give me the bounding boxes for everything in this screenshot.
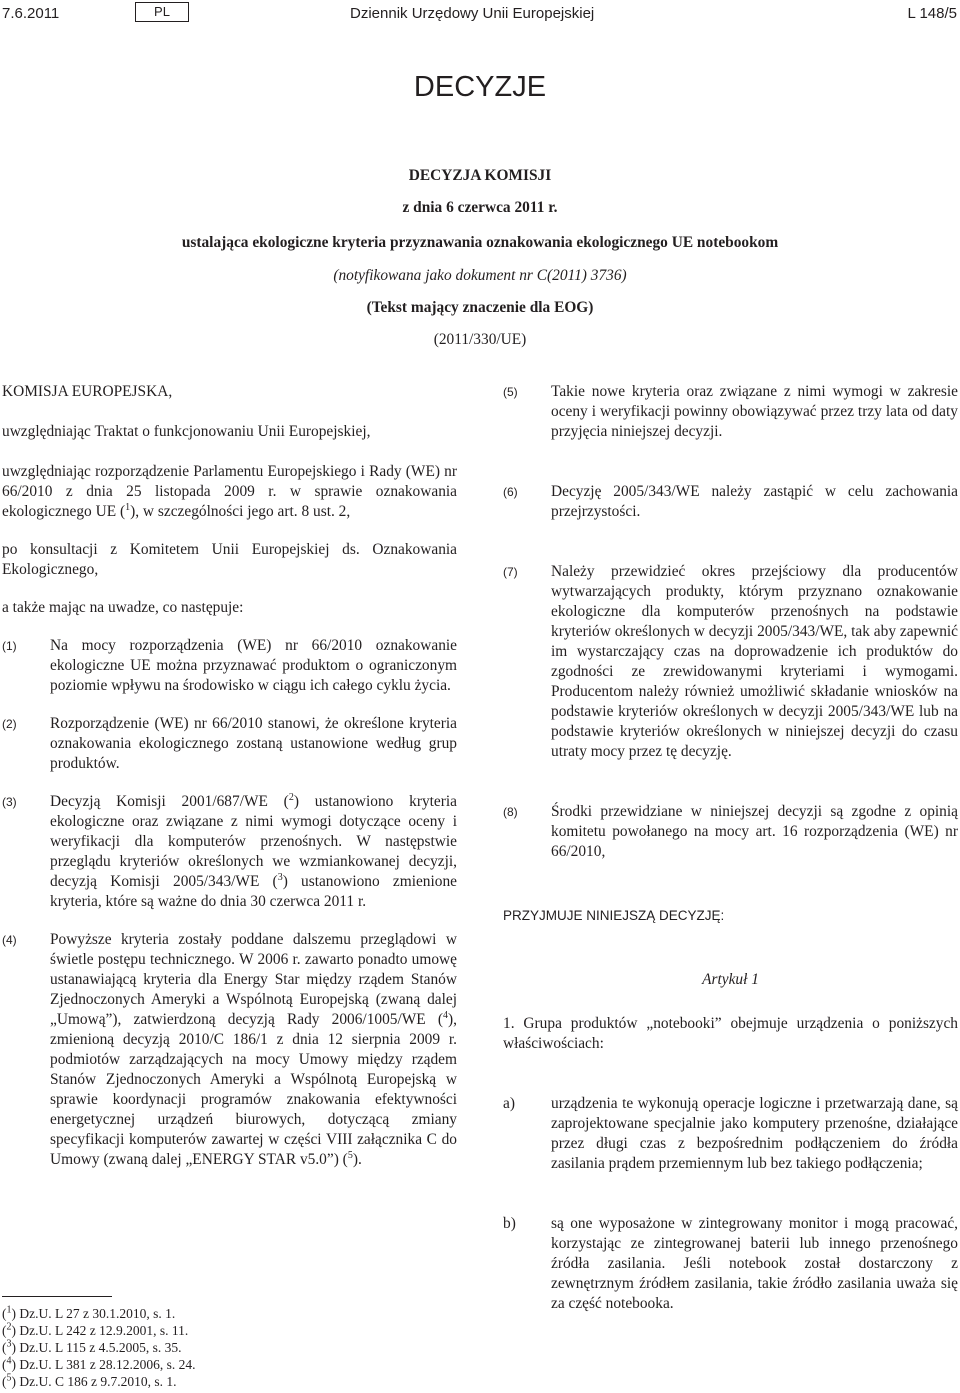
right-column: [503, 382, 958, 1314]
recital-7: (7) Należy przewidzieć okres przejściowy dla producentów wytwarzających produkty, którym przyznano oznakowanie ekologiczne dla komputerów przenośnych na podstawie kryteriów określonych w decyzji 2005/343/WE, tak aby zapewnić im wystarczający czas na doprowadzenie ich produktów do zgodności ze zrewidowanymi kryteriami i wymogami. Producentom należy również umożliwić składanie wniosków na podstawie kryteriów określonych w decyzji 2005/343/WE lub na podstawie kryteriów określonych w niniejszej decyzji do czasu utraty mocy przez tę decyzję.: [503, 563, 958, 760]
left-column: [2, 382, 457, 1170]
recital-5: (5) Takie nowe kryteria oraz związane z nimi wymogi w zakresie oceny i weryfikacji powinny obowiązywać przez trzy lata od daty przyjęcia niniejszej decyzji.: [503, 383, 958, 440]
footnote-ref: 5: [347, 1149, 353, 1161]
commission-label: KOMISJA EUROPEJSKA,: [2, 383, 173, 400]
footnote-ref: 3: [277, 871, 283, 883]
recital-4: (4) Powyższe kryteria zostały poddane dalszemu przeglądowi w świetle postępu technicznego. W 2006 r. zawarto ponadto umowę ustanawiającą kryteria dla Energy Star między rządem Stanów Zjednoczonych Ameryki a Wspólnotą Europejską (zwaną dalej „Umową”), zatwierdzoną decyzją Rady 2006/1005/WE ($^4$), zmienioną decyzją 2010/C 186/1 z dnia 12 sierpnia 2009 r. podmiotów zarządzających na mocy Umowy między rządem Stanów Zjednoczonych Ameryki a Wspólnotą Europejską w sprawie koordynacji programów znakowania efektywności energetycznej urządzeń biurowych, dotyczącą zmiany specyfikacji komputerów zawartej w części VIII załącznika C do Umowy (zwaną dalej „ENERGY STAR v5.0”) ($^5$).: [2, 931, 457, 1168]
article-heading: Artykuł 1: [702, 971, 759, 988]
article-1-paragraph-1: 1. Grupa produktów „notebooki” obejmuje urządzenia o poniższych właściwościach:: [503, 1015, 958, 1052]
point-a: a) urządzenia te wykonują operacje logiczne i przetwarzają dane, są zaprojektowane specjalnie jako komputery przenośne, działające przez długi czas z bezpośrednim podłączeniem do źródła zasilania prądem przemiennym lub bez takiego podłączenia;: [503, 1095, 958, 1172]
footnote-4: ($^4$) Dz.U. L 381 z 28.12.2006, s. 24.: [2, 1355, 196, 1372]
recital-8: (8) Środki przewidziane w niniejszej decyzji są zgodne z opinią komitetu powołanego na mocy art. 16 rozporządzenia (WE) nr 66/2010,: [503, 803, 958, 860]
decision-date: z dnia 6 czerwca 2011 r.: [402, 199, 558, 216]
recital-6: (6) Decyzję 2005/343/WE należy zastąpić w celu zachowania przejrzystości.: [503, 483, 958, 520]
footnote-5: ($^5$) Dz.U. C 186 z 9.7.2010, s. 1.: [2, 1372, 177, 1389]
recital-treaty: uwzględniając Traktat o funkcjonowaniu Unii Europejskiej,: [2, 423, 371, 440]
point-b: b) są one wyposażone w zintegrowany monitor i mogą pracować, korzystając ze zintegrowanej baterii lub innego przenośnego źródła zasilania. Jeśli notebook został dostarczony z zewnętrznym źródłem zasilania, takie źródło zasilania uważa się za część notebooka.: [503, 1215, 958, 1312]
recital-2: (2) Rozporządzenie (WE) nr 66/2010 stanowi, że określone kryteria oznakowania ekologicznego zostaną ustanowione według grup produktów.: [2, 715, 457, 772]
recital-whereas: a także mając na uwadze, co następuje:: [2, 599, 244, 616]
issue-date: 7.6.2011: [2, 5, 60, 22]
footnote-divider: [2, 1296, 112, 1297]
footnote-3: ($^3$) Dz.U. L 115 z 4.5.2005, s. 35.: [2, 1338, 182, 1355]
footnote-2: ($^2$) Dz.U. L 242 z 12.9.2001, s. 11.: [2, 1321, 189, 1338]
recital-1: (1) Na mocy rozporządzenia (WE) nr 66/2010 oznakowanie ekologiczne UE można przyznawać produktom o ograniczonym poziomie wpływu na środowisko w ciągu ich całego cyklu życia.: [2, 637, 457, 694]
footnotes: [2, 1305, 457, 1390]
notification-note: (notyfikowana jako dokument nr C(2011) 3736): [333, 267, 627, 284]
adoption-clause: PRZYJMUJE NINIEJSZĄ DECYZJĘ:: [503, 908, 725, 923]
footnote-1: ($^1$) Dz.U. L 27 z 30.1.2010, s. 1.: [2, 1304, 176, 1321]
footnote-ref: 2: [288, 791, 294, 803]
section-title: DECYZJE: [413, 71, 547, 103]
eea-note: (Tekst mający znaczenie dla EOG): [366, 299, 594, 316]
decision-subject: ustalająca ekologiczne kryteria przyznawania oznakowania ekologicznego UE notebookom: [181, 234, 779, 251]
decision-reference: (2011/330/UE): [433, 331, 527, 348]
recital-consultation: po konsultacji z Komitetem Unii Europejskiej ds. Oznakowania Ekologicznego,: [2, 541, 457, 578]
footnote-ref: 4: [443, 1009, 449, 1021]
decision-kind: DECYZJA KOMISJI: [408, 167, 552, 184]
recital-regulation: uwzględniając rozporządzenie Parlamentu Europejskiego i Rady (WE) nr 66/2010 z dnia 25 listopada 2009 r. w sprawie oznakowania ekologicznego UE ($^1$), w szczególności jego art. 8 ust. 2,: [2, 463, 457, 520]
recital-3: (3) Decyzją Komisji 2001/687/WE ($^2$) ustanowiono kryteria ekologiczne oraz związane z nimi wymogi dotyczące oceny i weryfikacji dla komputerów przenośnych. W następstwie przeglądu kryteriów określonych we wzmiankowanej decyzji, decyzją Komisji 2005/343/WE ($^3$) ustanowiono zmienione kryteria, które są ważne do dnia 30 czerwca 2011 r.: [2, 791, 457, 910]
page-number: L 148/5: [907, 5, 957, 22]
journal-title: Dziennik Urzędowy Unii Europejskiej: [350, 5, 595, 22]
footnote-ref: 1: [125, 501, 131, 513]
page-header: [0, 2, 960, 24]
language-box: PL: [135, 2, 189, 22]
